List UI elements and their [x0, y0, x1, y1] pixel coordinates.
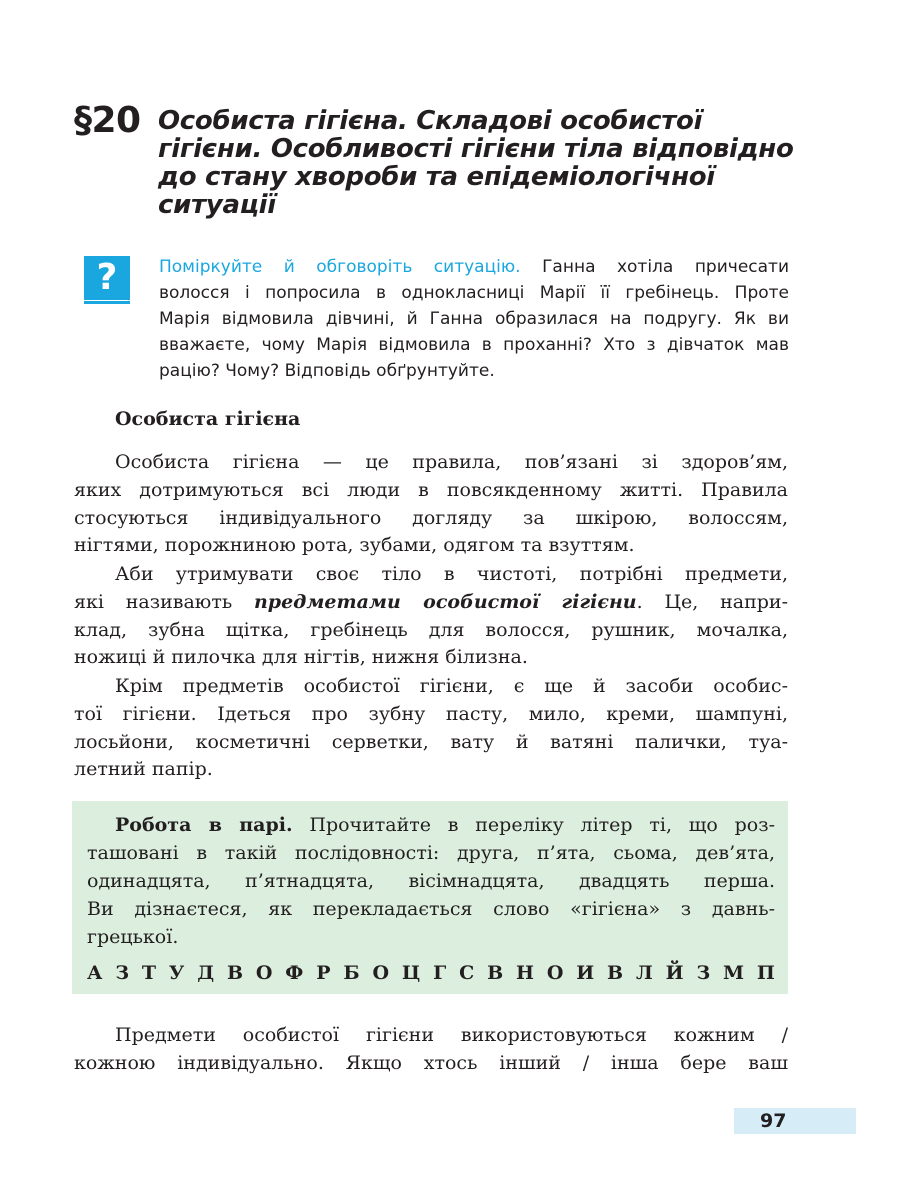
paragraph-line: стосуються індивідуального догляду за шкірою, волоссям, — [74, 506, 788, 529]
paragraph-line: летний папір. — [74, 758, 213, 781]
letter-sequence — [87, 962, 775, 984]
text-run: . Це, напри- — [636, 590, 788, 613]
task-line1-rest: Прочитайте в переліку літер ті, що роз- — [292, 814, 775, 836]
discussion-line: вважаєте, чому Марія відмовила в проханні? Хто з дівчаток мав — [159, 335, 789, 355]
discussion-line: волосся і попросила в однокласниці Марії її гребінець. Проте — [159, 283, 789, 303]
discussion-prompt — [159, 254, 789, 384]
paragraph-3 — [74, 673, 788, 784]
letter: Л — [635, 962, 653, 984]
pair-work-text — [87, 811, 775, 951]
paragraph-line: лосьйони, косметичні серветки, вату й ватяні палички, туа- — [74, 730, 788, 753]
letter: В — [226, 962, 244, 984]
task-label: Робота в парі. — [115, 814, 293, 836]
task-line: одинадцята, п’ятнадцята, вісімнадцята, двадцять перша. — [87, 870, 775, 892]
discussion-line: рацію? Чому? Відповідь обґрунтуйте. — [159, 361, 495, 381]
letter: Ф — [285, 962, 304, 984]
task-line: ташовані в такій послідовності: друга, п’ята, сьома, дев’ята, — [87, 842, 775, 864]
title-line: Особиста гігієна. Складові особистої — [158, 106, 703, 136]
letter: О — [255, 962, 273, 984]
key-term: предметами особистої гігієни — [253, 590, 637, 613]
discussion-line1-rest: Ганна хотіла причесати — [520, 257, 789, 277]
text-run: які називають — [74, 590, 254, 613]
letter: Т — [141, 962, 157, 984]
title-line: гігієни. Особливості гігієни тіла відповідно — [158, 134, 794, 164]
paragraph-line: яких дотримуються всі люди в повсякденному житті. Правила — [74, 478, 788, 501]
task-line — [87, 811, 775, 839]
letter: Д — [197, 962, 215, 984]
task-line: Ви дізнаєтеся, як перекладається слово «гігієна» з давнь- — [87, 898, 775, 920]
letter: Б — [343, 962, 360, 984]
letter: Г — [433, 962, 447, 984]
paragraph-line: кожною індивідуально. Якщо хтось інший / інша бере ваш — [74, 1051, 788, 1074]
page-number-bar — [734, 1108, 856, 1134]
paragraph-line: Аби утримувати своє тіло в чистоті, потрібні предмети, — [115, 563, 788, 585]
discussion-line: Марія відмовила дівчині, й Ганна образилася на подругу. Як ви — [159, 309, 789, 329]
letter: В — [607, 962, 624, 984]
page-number: 97 — [760, 1110, 787, 1132]
subheading: Особиста гігієна — [115, 408, 301, 430]
letter: М — [723, 962, 745, 984]
discussion-line — [159, 254, 789, 280]
letter: О — [372, 962, 390, 984]
letter: З — [696, 962, 711, 984]
paragraph-1 — [74, 449, 788, 560]
task-line: грецької. — [87, 926, 179, 948]
paragraph-line: нігтями, порожниною рота, зубами, одягом та взуттям. — [74, 534, 635, 557]
letter: Й — [665, 962, 684, 984]
question-icon: ? — [84, 256, 130, 300]
paragraph-2 — [74, 561, 788, 672]
paragraph-line: Особиста гігієна — це правила, пов’язані зі здоров’ям, — [115, 451, 788, 473]
letter: А — [87, 962, 103, 984]
letter: З — [115, 962, 130, 984]
paragraph-line: ножиці й пилочка для нігтів, нижня білизна. — [74, 646, 528, 669]
letter: У — [168, 962, 185, 984]
title-line: до стану хвороби та епідеміологічної — [158, 162, 715, 192]
section-title — [158, 107, 818, 219]
letter: В — [487, 962, 504, 984]
paragraph-line: клад, зубна щітка, гребінець для волосся, рушник, мочалка, — [74, 618, 788, 641]
letter: Ц — [401, 962, 421, 984]
paragraph-line: Предмети особистої гігієни використовуються кожним / — [115, 1024, 788, 1046]
letter: О — [546, 962, 564, 984]
discussion-lead: Поміркуйте й обговоріть ситуацію. — [159, 257, 521, 277]
paragraph-line — [74, 589, 788, 617]
letter: Н — [516, 962, 534, 984]
paragraph-4 — [74, 1022, 788, 1078]
paragraph-line: Крім предметів особистої гігієни, є ще й засоби особис- — [115, 675, 788, 697]
letter: П — [756, 962, 775, 984]
section-number: §20 — [74, 100, 141, 141]
letter: Р — [316, 962, 331, 984]
paragraph-line: тої гігієни. Ідеться про зубну пасту, мило, креми, шампуні, — [74, 702, 788, 725]
letter: С — [459, 962, 475, 984]
title-line: ситуації — [158, 190, 276, 220]
letter: И — [576, 962, 595, 984]
